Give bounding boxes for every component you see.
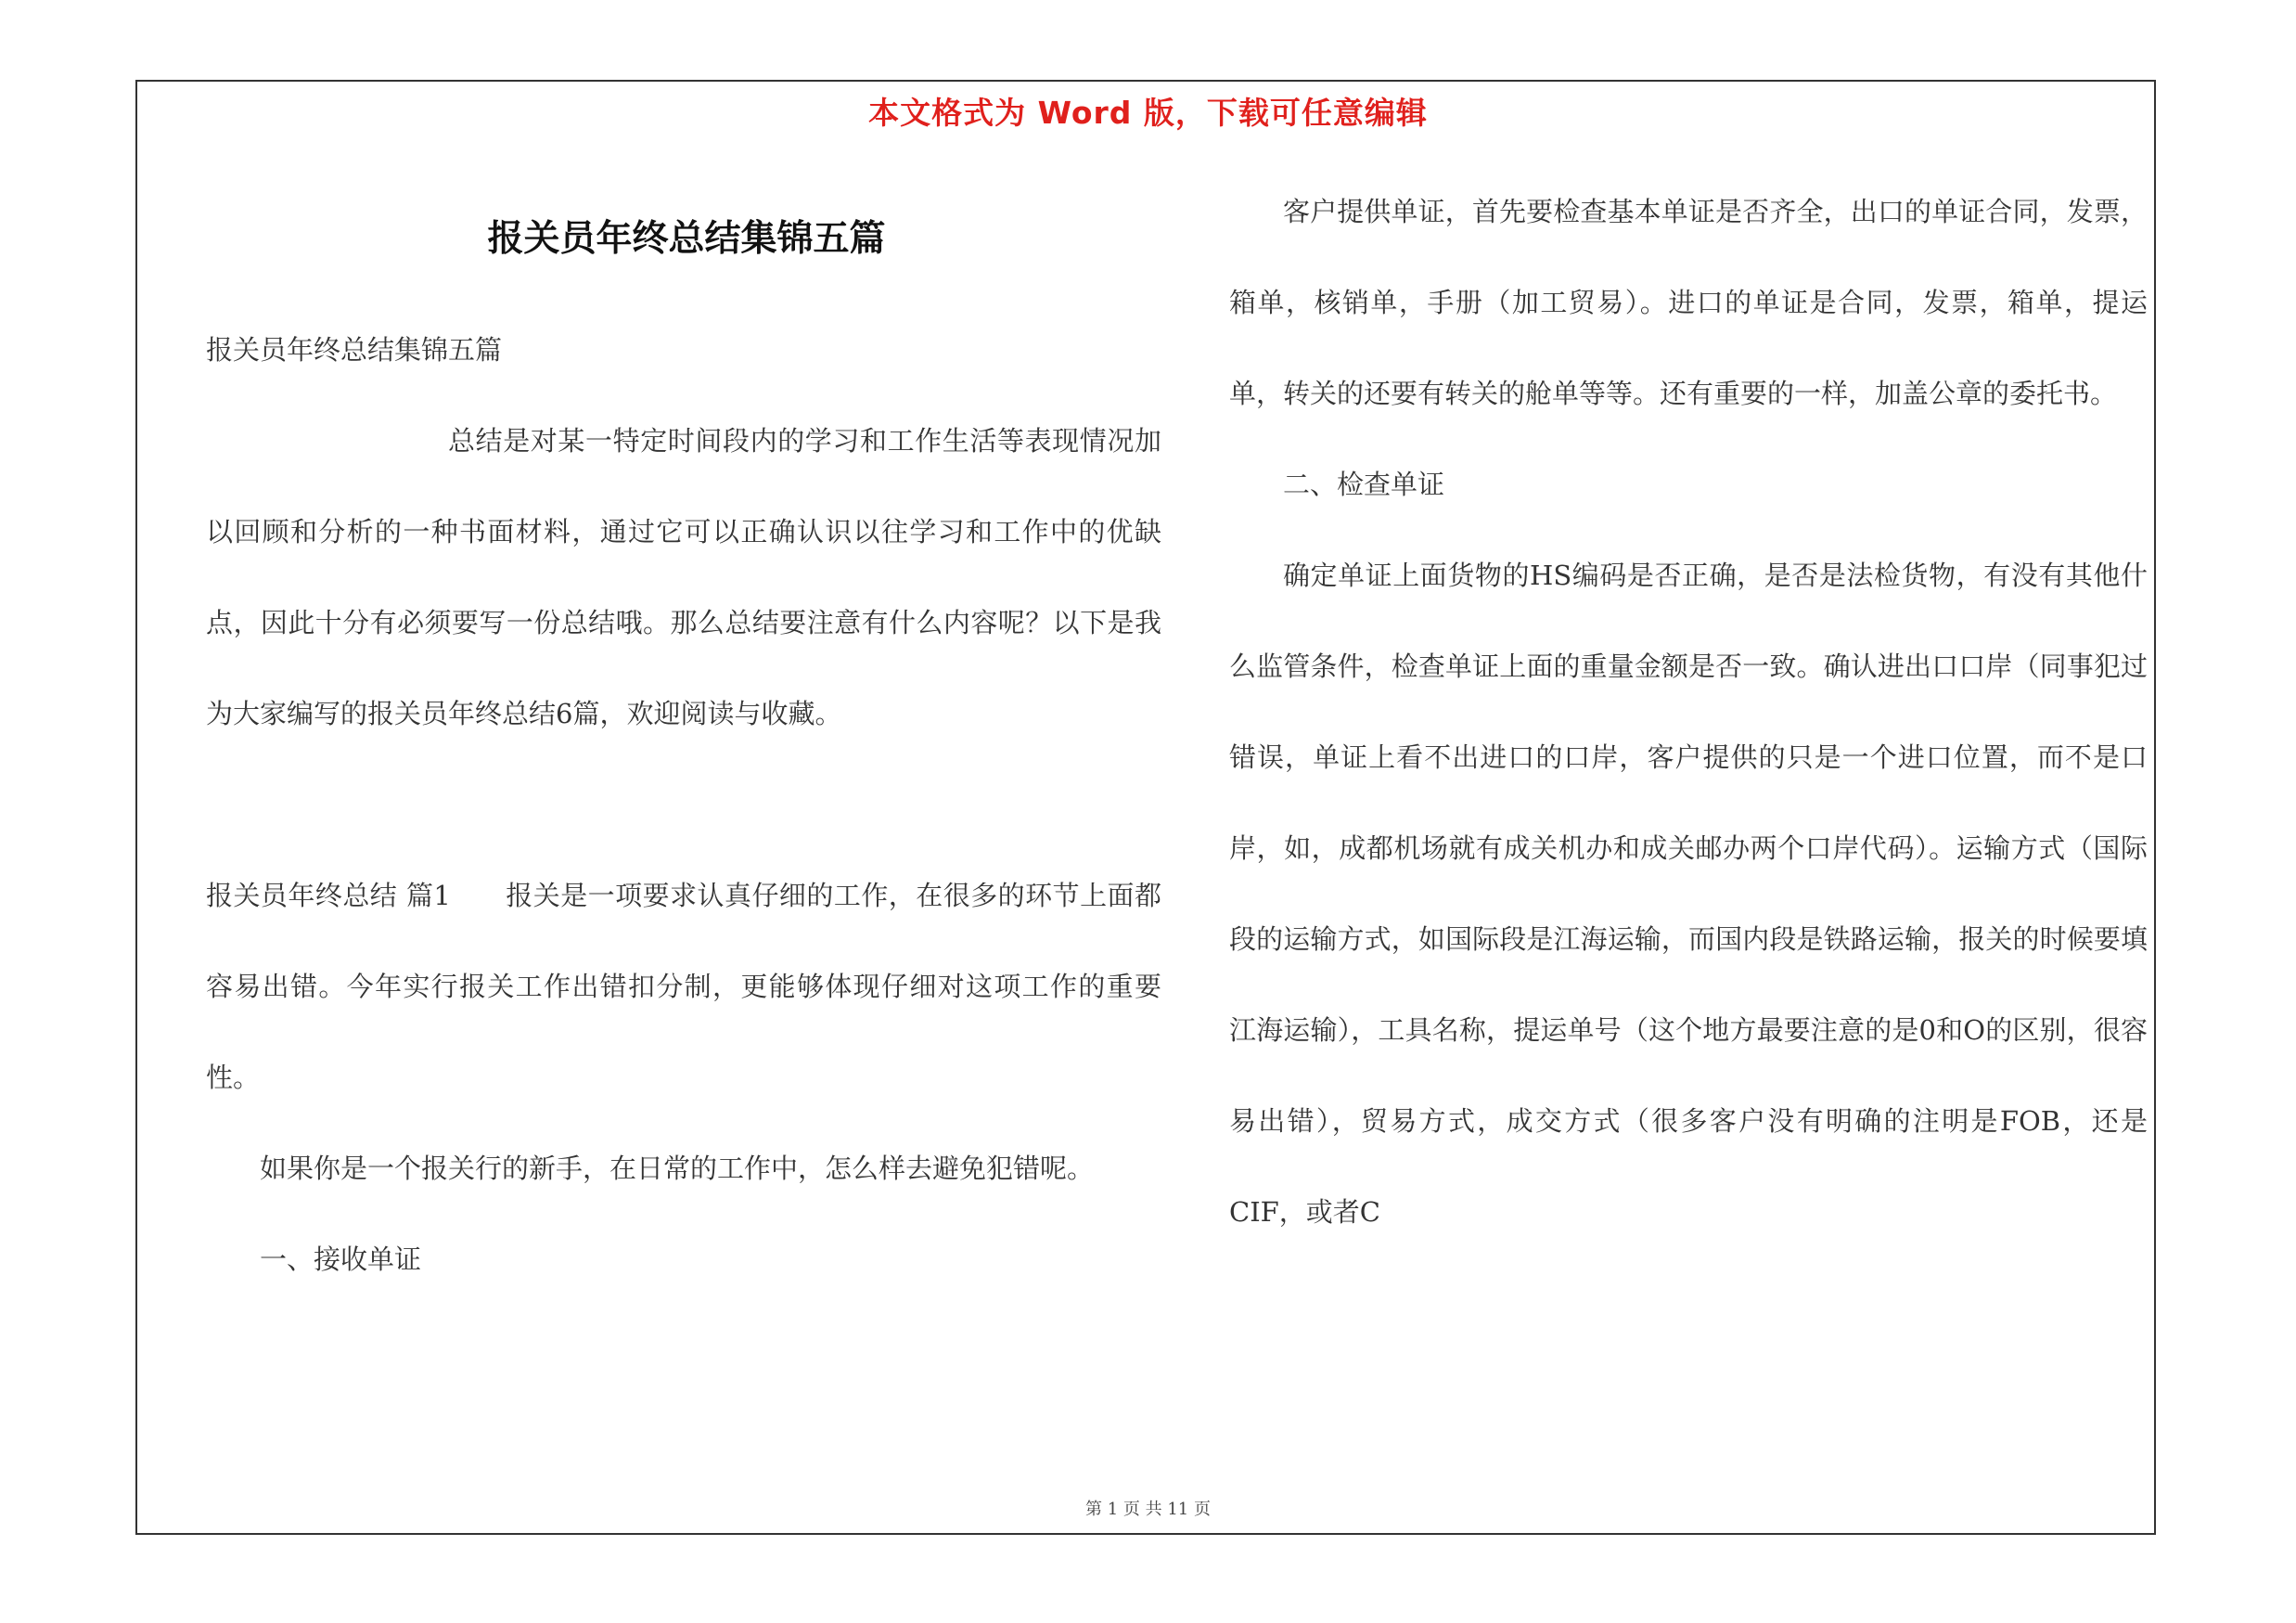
paragraph-gap [206,759,1161,850]
subtitle: 报关员年终总结集锦五篇 [206,334,503,366]
page-number-footer: 第 1 页 共 11 页 [1085,1500,1211,1519]
paragraph: 客户提供单证，首先要检查基本单证是否齐全，出口的单证合同，发票，箱单，核销单，手册（加工贸易）。进口的单证是合同，发票，箱单，提运单，转关的还要有转关的舱单等等。还有重要的一样，加盖公章的委托书。 [1229,196,2148,409]
right-column [1229,166,2148,1257]
paragraph: 如果你是一个报关行的新手，在日常的工作中，怎么样去避免犯错呢。 [260,1153,1095,1184]
word-format-banner: 本文格式为 Word 版，下载可任意编辑 [868,95,1428,131]
heading-receive-documents: 一、接收单证 [260,1243,422,1275]
left-column [206,304,1161,1305]
heading-check-documents: 二、检查单证 [1283,469,1445,500]
paragraph: 确定单证上面货物的HS编码是否正确，是否是法检货物，有没有其他什么监管条件，检查单证上面的重量金额是否一致。确认进出口口岸（同事犯过错误，单证上看不出进口的口岸，客户提供的只是一个进口位置，而不是口岸，如，成都机场就有成关机办和成关邮办两个口岸代码）。运输方式（国际段的运输方式，如国际段是江海运输，而国内段是铁路运输，报关的时候要填江海运输），工具名称，提运单号（这个地方最要注意的是0和O的区别，很容易出错），贸易方式，成交方式（很多客户没有明确的注明是FOB，还是CIF，或者C [1229,560,2148,1228]
section-1-opening: 报关员年终总结 篇1 报关是一项要求认真仔细的工作，在很多的环节上面都容易出错。今年实行报关工作出错扣分制，更能够体现仔细对这项工作的重要性。 [206,880,1161,1093]
document-title: 报关员年终总结集锦五篇 [487,218,886,260]
intro-paragraph: 总结是对某一特定时间段内的学习和工作生活等表现情况加以回顾和分析的一种书面材料，通过它可以正确认识以往学习和工作中的优缺点，因此十分有必须要写一份总结哦。那么总结要注意有什么内容呢？以下是我为大家编写的报关员年终总结6篇，欢迎阅读与收藏。 [206,425,1161,729]
